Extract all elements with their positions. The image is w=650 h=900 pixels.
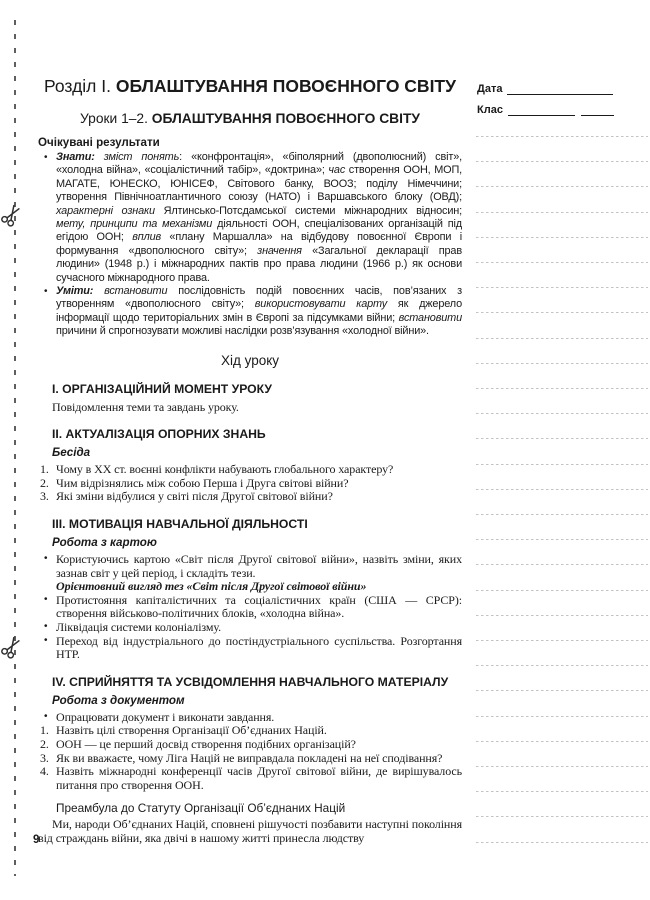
lesson-title-main: ОБЛАШТУВАННЯ ПОВОЄННОГО СВІТУ — [151, 111, 420, 126]
dotted-line — [476, 464, 648, 465]
dotted-line — [476, 816, 648, 817]
question-number: 2. — [40, 737, 49, 751]
thesis-text: Переход від індустріального до постіндустріального суспільства. Розгортання НТР. — [56, 633, 462, 662]
scissors-icon — [0, 634, 24, 660]
lesson-title — [38, 111, 462, 127]
dotted-line — [476, 161, 648, 162]
section-1-heading: І. ОРГАНІЗАЦІЙНИЙ МОМЕНТ УРОКУ — [52, 381, 272, 396]
expected-results-item — [38, 151, 462, 285]
section-4-heading: IV. СПРИЙНЯТТЯ ТА УСВІДОМЛЕННЯ НАВЧАЛЬНОГО МАТЕРІАЛУ — [52, 674, 449, 689]
dotted-line — [476, 388, 648, 389]
bullet-marker: • — [44, 710, 48, 722]
section-3-heading: ІІІ. МОТИВАЦІЯ НАВЧАЛЬНОЇ ДІЯЛЬНОСТІ — [52, 517, 308, 532]
dotted-line — [476, 590, 648, 591]
bullet-marker: • — [44, 553, 48, 565]
dotted-line — [476, 791, 648, 792]
chapter-title-prefix: Розділ І. — [43, 76, 116, 96]
class-blank-line — [581, 102, 614, 116]
page-number: 9 — [33, 834, 40, 846]
dotted-line — [476, 312, 648, 313]
task-item — [38, 553, 462, 580]
dotted-line — [476, 690, 648, 691]
rich-text: Знати: зміст понять: «конфронтація», «біполярний (двополюсний) світ», «холодна війна», «соціалістичний табір», «доктрина»; час створення ООН, МОП, МАГАТЕ, ЮНЕСКО, ЮНІСЕФ, Світового банку, ВООЗ; поділу Німеччини; утворення Північноатлантичного союзу (НАТО) і Варшавського блоку (ОВД); характерні ознаки Ялтинсько-Потсдамської системи міжнародних відносин; мету, принципи та механізми діяльності ООН, спеціалізованих організацій під егідою ООН; вплив «плану Маршалла» на відбудову повоєнної Європи і формування «двополюсного світу»; значення «Загальної декларації прав людини» (1948 р.) і міжнародних пактів про права людини (1966 р.) як основи сучасного міжнародного права. — [56, 151, 463, 284]
dotted-line — [476, 186, 648, 187]
dotted-line — [476, 766, 648, 767]
task-item — [38, 711, 462, 725]
bullet-marker: • — [44, 593, 48, 605]
chapter-title — [38, 76, 462, 96]
dotted-line — [476, 514, 648, 515]
section-1-body: Повідомлення теми та завдань уроку. — [52, 399, 239, 414]
question-number: 3. — [40, 750, 49, 765]
dotted-line — [476, 136, 648, 137]
question-text: Які зміни відбулися у світі після Другої світової війни? — [56, 489, 333, 504]
chapter-title-main: ОБЛАШТУВАННЯ ПОВОЄННОГО СВІТУ — [115, 76, 457, 96]
dotted-line — [476, 640, 648, 641]
date-label: Дата — [477, 83, 503, 95]
dotted-line — [476, 665, 648, 666]
dotted-line — [476, 842, 648, 843]
task-text: Опрацювати документ і виконати завдання. — [56, 709, 275, 724]
dotted-line — [476, 615, 648, 616]
lesson-title-prefix: Уроки 1–2. — [80, 111, 152, 126]
lesson-content — [38, 76, 462, 846]
task-text: Користуючись картою «Світ після Другої світової війни», назвіть зміни, яких зазнав світ у цей період, і складіть тези. — [56, 552, 462, 580]
dotted-line — [476, 413, 648, 414]
question-number: 4. — [40, 764, 49, 779]
question-text: Чим відрізнялись між собою Перша і Друга світові війни? — [56, 475, 349, 490]
question-number: 2. — [40, 475, 49, 490]
dotted-line — [476, 564, 648, 565]
question-item — [38, 765, 462, 792]
notes-lines — [476, 136, 648, 851]
date-blank-line — [507, 81, 613, 95]
question-text: Як ви вважаєте, чому Ліга Націй не виправдала покладені на неї сподівання? — [56, 750, 443, 765]
question-text: Чому в ХХ ст. воєнні конфлікти набувають глобального характеру? — [56, 462, 394, 477]
dotted-line — [476, 287, 648, 288]
question-number: 1. — [40, 723, 49, 738]
question-item — [38, 738, 462, 752]
dotted-line — [476, 741, 648, 742]
document-title: Преамбула до Статуту Організації Об’єднаних Націй — [56, 801, 346, 816]
dotted-line — [476, 338, 648, 339]
section-2-subheading: Бесіда — [52, 446, 91, 460]
question-item — [38, 752, 462, 766]
thesis-item — [38, 635, 462, 662]
question-item — [38, 724, 462, 738]
question-text: Назвіть цілі створення Організації Об’єднаних Націй. — [56, 723, 327, 738]
class-blank-line — [508, 102, 575, 116]
dotted-line — [476, 237, 648, 238]
dotted-line — [476, 489, 648, 490]
dotted-line — [476, 262, 648, 263]
class-field — [477, 102, 614, 116]
question-item — [38, 463, 462, 477]
scissors-icon — [0, 202, 24, 228]
dotted-line — [476, 539, 648, 540]
question-number: 3. — [40, 489, 49, 504]
document-quote: Ми, народи Об’єднаних Націй, сповнені рішучості позбавити наступні покоління від страждань війни, яка двічі в нашому житті принесла людству — [38, 817, 462, 845]
thesis-text: Протистояння капіталістичних та соціалістичних країн (США — СРСР): створення військово-політичних блоків, «холодна війна». — [56, 592, 462, 621]
theses-title: Орієнтовний вигляд тез «Світ після Другої світової війни» — [56, 579, 367, 594]
thesis-item — [38, 621, 462, 635]
cut-line — [14, 20, 16, 876]
dotted-line — [476, 438, 648, 439]
section-3-subheading: Робота з картою — [52, 536, 157, 550]
question-item — [38, 477, 462, 491]
question-number: 1. — [40, 462, 49, 477]
dotted-line — [476, 363, 648, 364]
thesis-item — [38, 594, 462, 621]
bullet-marker: • — [44, 285, 48, 297]
question-item — [38, 490, 462, 504]
expected-results-item — [38, 285, 462, 339]
dotted-line — [476, 212, 648, 213]
dotted-line — [476, 716, 648, 717]
bullet-marker: • — [44, 634, 48, 646]
class-label: Клас — [477, 104, 503, 116]
section-2-heading: ІІ. АКТУАЛІЗАЦІЯ ОПОРНИХ ЗНАНЬ — [52, 427, 266, 442]
bullet-marker: • — [44, 621, 48, 633]
bullet-marker: • — [44, 151, 48, 163]
question-text: ООН — це перший досвід створення подібних організацій? — [56, 737, 356, 751]
question-text: Назвіть міжнародні конференції часів Другої світової війни, де вирішувалось питання про створення ООН. — [56, 764, 462, 792]
lesson-flow-heading: Хід уроку — [220, 352, 280, 368]
section-4-subheading: Робота з документом — [52, 693, 185, 707]
thesis-text: Ліквідація системи колоніалізму. — [56, 620, 221, 635]
date-field — [477, 81, 613, 95]
rich-text: Уміти: встановити послідовність подій повоєнних часів, пов’язаних з утворенням «двополюсного світу»; використовувати карту як джерело інформації щодо територіальних змін в Європі за підсумками війни; встановити причини й спрогнозувати можливі наслідки розв’язування «холодної війни». — [56, 285, 462, 338]
expected-results-heading: Очікувані результати — [38, 136, 160, 149]
